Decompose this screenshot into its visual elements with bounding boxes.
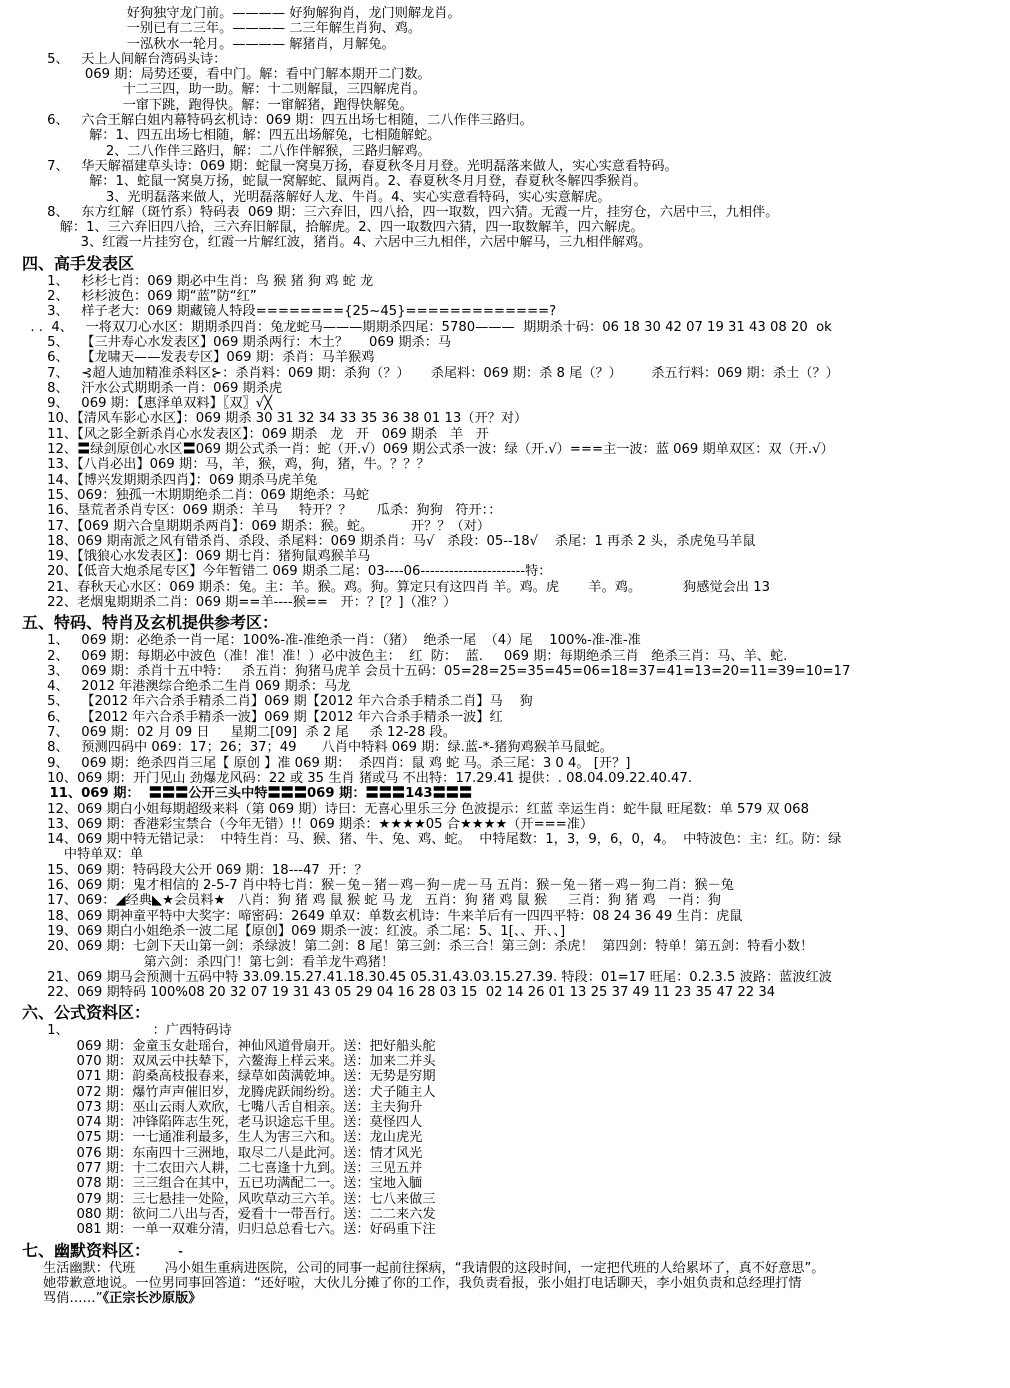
text-line — [22, 457, 997, 472]
line-text: 13、【八肖必出】069 期：马，羊，猴，鸡，狗，猪，牛。？？？ — [22, 457, 430, 473]
text-line — [22, 549, 997, 564]
section-heading — [22, 254, 997, 274]
text-line — [22, 1130, 997, 1145]
line-text: 080 期：欲问二八出与否，爱看十一带吾行。送：二二来六发 — [22, 1206, 436, 1222]
line-text: 20、069 期：七剑下天山第一剑：杀绿波！第二剑：8 尾！第三剑：杀三合！第三剑：杀虎！ 第四剑：特单！第五剑：特看小数！ — [22, 939, 814, 955]
text-line — [22, 503, 997, 518]
line-text: 骂俏……” — [22, 1291, 103, 1307]
line-text: 17、【069 期六合皇期期杀两肖】：069 期杀：猴。蛇。 开？？（对） — [22, 518, 491, 534]
line-text: 19、【饿狼心水发表区】：069 期七肖：猪狗鼠鸡猴羊马 — [22, 549, 371, 565]
line-text: 1、 069 期：必绝杀一肖一尾：100%-准-准绝杀一肖：（猪） 绝杀一尾 （4）尾 100%-准-准-准 — [22, 633, 641, 649]
line-text: 五、特码、特肖及玄机提供参考区： — [22, 613, 279, 633]
text-line — [22, 649, 997, 664]
section-heading — [22, 1241, 997, 1261]
line-text: 7、 069 期：02 月 09 日 星期二[09] 杀 2 尾 杀 12-28 段。 — [22, 725, 456, 741]
line-text: 1、 杉杉七肖：069 期必中生肖：鸟 猴 猪 狗 鸡 蛇 龙 — [22, 273, 374, 289]
line-text: 7、 华天解福建草头诗：069 期：蛇鼠一窝臭万扬，春夏秋冬月月登。光明磊落来做人，实心实意看特码。 — [22, 158, 678, 174]
text-line — [22, 396, 997, 411]
line-text: 14、069 期中特无错记录： 中特生肖：马、猴、猪、牛、兔、鸡、蛇。 中特尾数：1，3，9，6，0，4。 中特波色：主：红。防：绿 — [22, 832, 842, 848]
text-line — [22, 381, 997, 396]
text-line — [22, 113, 997, 128]
line-text: 一别已有二三年。———— 二三年解生肖狗、鸡。 — [22, 21, 422, 37]
line-text: 解：1、四五出场七相随，解：四五出场解兔，七相随解蛇。 — [22, 128, 441, 144]
text-line — [22, 488, 997, 503]
line-text: 解：1、蛇鼠一窝臭万扬，蛇鼠一窝解蛇、鼠两肖。2、春夏秋冬月月登，春夏秋冬解四季猴肖。 — [22, 174, 647, 190]
line-text: 22、老烟鬼期期杀二肖：069 期==羊----猴== 开：？[？]（准？） — [22, 594, 457, 610]
text-line — [22, 174, 997, 189]
text-line — [22, 580, 997, 595]
text-line — [22, 37, 997, 52]
text-line — [22, 893, 997, 908]
line-text: 16、069 期：鬼才相信的 2-5-7 肖中特七肖：猴－兔－猪－鸡－狗－虎－马 五肖：猴－兔－猪－鸡－狗二肖：猴－兔 — [22, 878, 734, 894]
line-text: 20、【低音大炮杀尾专区】今年暂错二 069 期杀二尾：03----06----------------------特： — [22, 564, 552, 580]
text-line — [22, 679, 997, 694]
text-line — [22, 1291, 997, 1306]
line-text: 072 期：爆竹声声催旧岁，龙腾虎跃闹纷纷。送：犬子随主人 — [22, 1084, 436, 1100]
text-line — [22, 159, 997, 174]
text-line — [22, 205, 997, 220]
line-text: 四、高手发表区 — [22, 253, 135, 273]
text-line — [22, 67, 997, 82]
line-text: 079 期：三七悬挂一处险，风吹草动三六羊。送：七八来做三 — [22, 1191, 436, 1207]
text-line — [22, 1146, 997, 1161]
text-line — [22, 1207, 997, 1222]
text-line — [22, 1115, 997, 1130]
text-line — [22, 740, 997, 755]
text-line — [22, 817, 997, 832]
text-line — [22, 878, 997, 893]
text-line — [22, 1161, 997, 1176]
line-text: 6、 六合王解白姐内幕特码玄机诗：069 期：四五出场七相随，二八作伴三路归。 — [22, 113, 533, 129]
line-text: 073 期：巫山云雨人欢欣，七嘴八舌自相亲。送：主夫狗升 — [22, 1099, 423, 1115]
line-text: 七、幽默资料区： ˗ — [22, 1240, 184, 1260]
line-text: 一窜下跳，跑得快。解：一窜解猪，跑得快解兔。 — [22, 97, 413, 113]
text-line — [22, 1023, 997, 1038]
line-text: 22、069 期特码 100%08 20 32 07 19 31 43 05 29 04 16 28 03 15 02 14 26 01 13 25 37 49 11 23 35 47 22 34 — [22, 985, 776, 1001]
line-text: 生活幽默：代班 冯小姐生重病进医院，公司的同事一起前往探病，“我请假的这段时间，一定把代班的人给累坏了，真不好意思”。 — [22, 1260, 825, 1276]
document-body — [22, 6, 997, 1306]
line-text: 069 期：局势还要，看中门。解：看中门解本期开二门数。 — [22, 67, 431, 83]
text-line — [22, 320, 997, 335]
text-line — [22, 909, 997, 924]
text-line — [22, 1261, 997, 1276]
line-text: 2、 杉杉波色：069 期“蓝”防“红” — [22, 289, 257, 305]
text-line — [22, 664, 997, 679]
text-line — [22, 694, 997, 709]
line-text: 好狗独守龙门前。———— 好狗解狗肖，龙门则解龙肖。 — [22, 6, 461, 21]
line-text: 074 期：冲锋陷阵志生死，老马识途忘千里。送：莫怪四人 — [22, 1115, 423, 1131]
text-line — [22, 863, 997, 878]
line-text: 10、069 期：开门见山 劲爆龙风码：22 或 35 生肖 猪或马 不出特：17.29.41 提供：. 08.04.09.22.40.47. — [22, 770, 693, 786]
text-line — [22, 970, 997, 985]
line-text: 5、 【2012 年六合杀手精杀二肖】069 期【2012 年六合杀手精杀二肖】马 狗 — [22, 694, 533, 710]
line-text: 2、 069 期：每期必中波色（准！准！准！）必中波色主： 红 防： 蓝. 069 期：每期绝杀三肖 绝杀三肖：马、羊、蛇. — [22, 648, 788, 664]
text-line — [22, 427, 997, 442]
line-text: 077 期：十二农田六人耕，二七喜逢十九到。送：三见五并 — [22, 1161, 423, 1177]
text-line — [22, 220, 997, 235]
line-text: 075 期：一七通准利最多，生人为害三六和。送：龙山虎光 — [22, 1130, 423, 1146]
line-text: 8、 汗水公式期期杀一肖：069 期杀虎 — [22, 380, 283, 396]
line-text: 078 期：三三组合在其中，五已功满配二一。送：宝地入腼 — [22, 1176, 423, 1192]
line-text: 081 期：一单一双难分清，归归总总看七六。送：好码重下注 — [22, 1222, 436, 1238]
line-text: 六、公式资料区： — [22, 1003, 151, 1023]
line-text: . . 4、 一将双刀心水区：期期杀四肖：兔龙蛇马———期期杀四尾：5780——— 期期杀十码：06 18 30 42 07 19 31 43 08 20 ok — [22, 319, 832, 335]
line-text: 第六剑：杀四门！第七剑：看羊龙牛鸡猪！ — [22, 954, 395, 970]
text-line — [22, 756, 997, 771]
line-text: 070 期：双凤云中扶辇下，六鳌海上样云来。送：加来二并头 — [22, 1054, 436, 1069]
line-text: 076 期：东南四十三洲地，取尽二八是此河。送：情才风光 — [22, 1145, 423, 1161]
text-line — [22, 786, 997, 801]
line-text: 11、【风之影全新杀肖心水发表区】：069 期杀 龙 开 069 期杀 羊 开 — [22, 426, 489, 442]
text-line — [22, 350, 997, 365]
text-line — [22, 274, 997, 289]
line-text: 9、 069 期：【惠泽单双料】〖双〗√╳ — [22, 396, 273, 412]
section-heading — [22, 613, 997, 633]
line-text: 071 期：韵桑高枝报春来，绿草如茵满乾坤。送：无势是穷期 — [22, 1069, 436, 1085]
line-text: 12、〓绿剑原创心水区〓069 期公式杀一肖：蛇（开.√）069 期公式杀一波：绿（开.√）===主一波：蓝 069 期单双区：双（开.√） — [22, 442, 834, 458]
text-line — [22, 289, 997, 304]
text-line — [22, 1192, 997, 1207]
text-line — [22, 924, 997, 939]
section-heading — [22, 1003, 997, 1023]
text-line — [22, 144, 997, 159]
text-line — [22, 985, 997, 1000]
text-line — [22, 595, 997, 610]
line-text: 15、069 期：特码段大公开 069 期：18---47 开：？ — [22, 862, 368, 878]
text-line — [22, 832, 997, 847]
text-line — [22, 847, 997, 862]
line-text: 21、069 期马会预测十五码中特 33.09.15.27.41.18.30.45 05.31.43.03.15.27.39. 特段：01=17 旺尾：0.2.3.5 波路：蓝波红波 — [22, 969, 832, 985]
line-text: 2、二八作伴三路归，解：二八作伴解猴，三路归解鸡。 — [22, 143, 431, 159]
line-text: 她带歉意地说。一位男同事回答道：“还好啦，大伙儿分摊了你的工作，我负责看报，张小姐打电话聊天，李小姐负责和总经理打情 — [22, 1275, 802, 1291]
line-text: 9、 069 期：绝杀四肖三尾【 原创 】准 069 期： 杀四肖：鼠 鸡 蛇 马。杀三尾：3 0 4。 [开？] — [22, 755, 631, 771]
text-line — [22, 564, 997, 579]
line-text: 6、 【2012 年六合杀手精杀一波】069 期【2012 年六合杀手精杀一波】红 — [22, 709, 503, 725]
text-line — [22, 633, 997, 648]
line-text: 16、垦荒者杀肖专区：069 期杀：羊马 特开？？ 瓜杀：狗狗 符开：： — [22, 503, 502, 519]
text-line — [22, 519, 997, 534]
line-text: 6、 【龙啸天——发表专区】069 期：杀肖：马羊猴鸡 — [22, 350, 375, 366]
text-line — [22, 190, 997, 205]
line-text: 一泓秋水一轮月。———— 解猪肖，月解兔。 — [22, 36, 395, 52]
line-text: 5、 【三井寿心水发表区】069 期杀两行：木土？ 069 期杀：马 — [22, 334, 452, 350]
line-text: 5、 天上人间解台湾码头诗： — [22, 51, 227, 67]
text-line — [22, 725, 997, 740]
line-text: 中特单双：单 — [22, 847, 144, 863]
line-text: 14、【博兴发期期杀四肖】：069 期杀马虎羊兔 — [22, 472, 318, 488]
line-text: 3、 样子老大：069 期藏镜人特段========{25~45}=============? — [22, 304, 557, 320]
text-line — [22, 21, 997, 36]
text-line — [22, 1100, 997, 1115]
line-text: 13、069 期：香港彩宝禁合（今年无错）!！069 期杀：★★★★05 合★★★★（开===准） — [22, 816, 594, 832]
line-text: 3、 069 期：杀肖十五中特： 杀五肖：狗猪马虎羊 会员十五码：05=28=25=35=45=06=18=37=41=13=20=11=39=10=17 — [22, 663, 851, 679]
text-line — [22, 1176, 997, 1191]
text-line — [22, 473, 997, 488]
line-text: 4、 2012 年港澳综合绝杀二生肖 069 期杀：马龙 — [22, 679, 351, 695]
text-line — [22, 1039, 997, 1054]
text-line — [22, 98, 997, 113]
line-text: 12、069 期白小姐每期超级来料（第 069 期）诗曰：无喜心里乐三分 色波提示：红蓝 幸运生肖：蛇牛鼠 旺尾数：单 579 双 068 — [22, 801, 809, 817]
line-text: 10、【清风车影心水区】：069 期杀 30 31 32 34 33 35 36 38 01 13（开？对） — [22, 411, 528, 427]
line-text: 069 期：金童玉女赴瑶台，神仙风道骨扇开。送：把好船头舵 — [22, 1038, 436, 1054]
source-credit: 《正宗长沙原版》 — [102, 1291, 202, 1307]
text-line — [22, 82, 997, 97]
line-text: 3、红霞一片挂穷仓，红霞一片解红波，猪肖。4、六居中三九相伴，六居中解马，三九相伴解鸡。 — [22, 235, 652, 251]
line-text: 十二三四，助一助。解：十二则解鼠，三四解虎肖。 — [22, 82, 426, 98]
line-text: 11、069 期： 〓〓〓公开三头中特〓〓〓069 期：〓〓〓143〓〓〓 — [22, 786, 473, 802]
line-text: 19、069 期白小姐绝杀一波二尾【原创】069 期杀一波：红波。杀二尾：5、1[、、开、、] — [22, 923, 566, 939]
text-line — [22, 128, 997, 143]
text-line — [22, 1069, 997, 1084]
line-text: 3、光明磊落来做人，光明磊落解好人龙、牛肖。4、实心实意看特码，实心实意解虎。 — [22, 189, 611, 205]
text-line — [22, 442, 997, 457]
text-line — [22, 1085, 997, 1100]
line-text: 17、069：◢经典◣★会员料★ 八肖：狗 猪 鸡 鼠 猴 蛇 马 龙 五肖：狗 猪 鸡 鼠 猴 三肖：狗 猪 鸡 一肖：狗 — [22, 893, 721, 909]
line-text: 7、 ⊰超人迪加精准杀料区⊱：杀肖料：069 期：杀狗（？） 杀尾料：069 期：杀 8 尾（？） 杀五行料：069 期：杀土（？） — [22, 365, 839, 381]
text-line — [22, 710, 997, 725]
text-line — [22, 1222, 997, 1237]
line-text: 21、春秋天心水区：069 期杀：兔。主：羊。猴。鸡。狗。算定只有这四肖 羊。鸡。虎 羊。鸡。 狗感觉会出 13 — [22, 579, 770, 595]
line-text: 8、 东方红解（斑竹系）特码表 069 期：三六弃旧，四八拾，四一取数，四六猜。无霞一片，挂穷仓，六居中三，九相伴。 — [22, 204, 779, 220]
text-line — [22, 802, 997, 817]
text-line — [22, 335, 997, 350]
text-line — [22, 6, 997, 21]
line-text: 解：1、三六弃旧四八拾，三六弃旧解鼠，拾解虎。2、四一取数四六猜，四一取数解羊，四六解虎。 — [22, 220, 644, 236]
text-line — [22, 939, 997, 954]
text-line — [22, 1276, 997, 1291]
text-line — [22, 771, 997, 786]
text-line — [22, 366, 997, 381]
text-line — [22, 235, 997, 250]
text-line — [22, 1054, 997, 1069]
text-line — [22, 304, 997, 319]
text-line — [22, 411, 997, 426]
line-text: 15、069：独孤一木期期绝杀二肖：069 期绝杀：马蛇 — [22, 487, 370, 503]
line-text: 18、069 期南派之风有错杀肖、杀段、杀尾料：069 期杀肖：马√ 杀段：05--18√ 杀尾：1 再杀 2 头，杀虎兔马羊鼠 — [22, 533, 756, 549]
line-text: 8、 预测四码中 069：17；26；37；49 八肖中特料 069 期：绿.蓝-*-猪狗鸡猴羊马鼠蛇。 — [22, 740, 613, 756]
text-line — [22, 955, 997, 970]
line-text: 18、069 期神童平特中大奖字：啼密码：2649 单双：单数玄机诗：牛来羊后有一四四平特：08 24 36 49 生肖：虎鼠 — [22, 908, 743, 924]
line-text: 1、 ：广西特码诗 — [22, 1023, 232, 1039]
text-line — [22, 534, 997, 549]
text-line — [22, 52, 997, 67]
